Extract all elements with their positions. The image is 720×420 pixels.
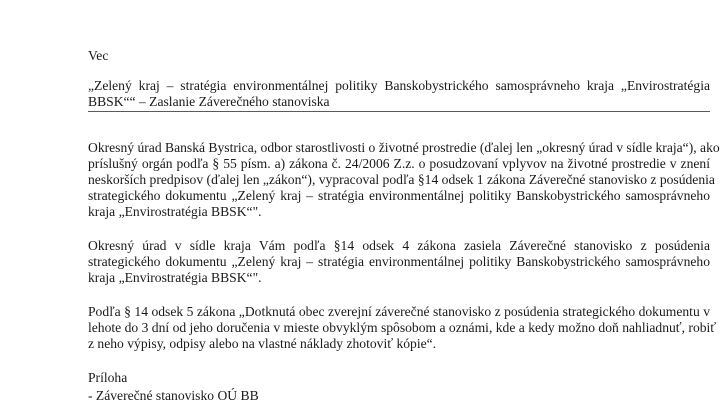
attachment-title: Príloha — [88, 370, 128, 385]
subject-line-2: BBSK““ – Zaslanie Záverečného stanoviska — [88, 94, 330, 109]
paragraph-3-line: Podľa § 14 odsek 5 zákona „Dotknutá obec zverejní záverečné stanovisko z posúdenia strategického dokumentu v — [88, 304, 710, 319]
paragraph-1-line: kraja „Envirostratégia BBSK“". — [88, 204, 262, 219]
paragraph-1-line: strategického dokumentu „Zelený kraj – stratégia environmentálnej politiky Banskobystrického samosprávneho — [88, 188, 710, 203]
paragraph-2-line: strategického dokumentu „Zelený kraj – stratégia environmentálnej politiky Banskobystrického samosprávneho — [88, 254, 710, 269]
paragraph-1 — [88, 140, 720, 220]
paragraph-3-line: z neho výpisy, odpisy alebo na vlastné náklady zhotoviť kópie“. — [88, 336, 437, 351]
paragraph-1-line: príslušný orgán podľa § 55 písm. a) zákona č. 24/2006 Z.z. o posudzovaní vplyvov na životné prostredie v znení — [88, 156, 710, 171]
subject-line-1: „Zelený kraj – stratégia environmentálnej politiky Banskobystrického samosprávneho kraja „Envirostratégia — [88, 78, 710, 93]
subject-heading — [88, 78, 710, 112]
paragraph-2 — [88, 238, 710, 286]
paragraph-3-line: lehote do 3 dní od jeho doručenia v mieste obvyklým spôsobom a oznámi, kde a kedy možno doň nahliadnuť, robiť — [88, 320, 717, 335]
attachment-item: - Záverečné stanovisko OÚ BB — [88, 388, 259, 403]
paragraph-1-line: Okresný úrad Banská Bystrica, odbor starostlivosti o životné prostredie (ďalej len „okresný úrad v sídle kraja“), ako — [88, 140, 720, 155]
paragraph-2-line: Okresný úrad v sídle kraja Vám podľa §14 odsek 4 zákona zasiela Záverečné stanovisko z posúdenia — [88, 238, 710, 253]
letter-body — [88, 48, 720, 404]
paragraph-2-line: kraja „Envirostratégia BBSK“". — [88, 270, 262, 285]
paragraph-3 — [88, 304, 717, 352]
subject-label: Vec — [88, 48, 109, 63]
paragraph-1-line: neskorších predpisov (ďalej len „zákon“), vypracoval podľa §14 odsek 1 zákona Záverečné stanovisko z posúdenia — [88, 172, 715, 187]
